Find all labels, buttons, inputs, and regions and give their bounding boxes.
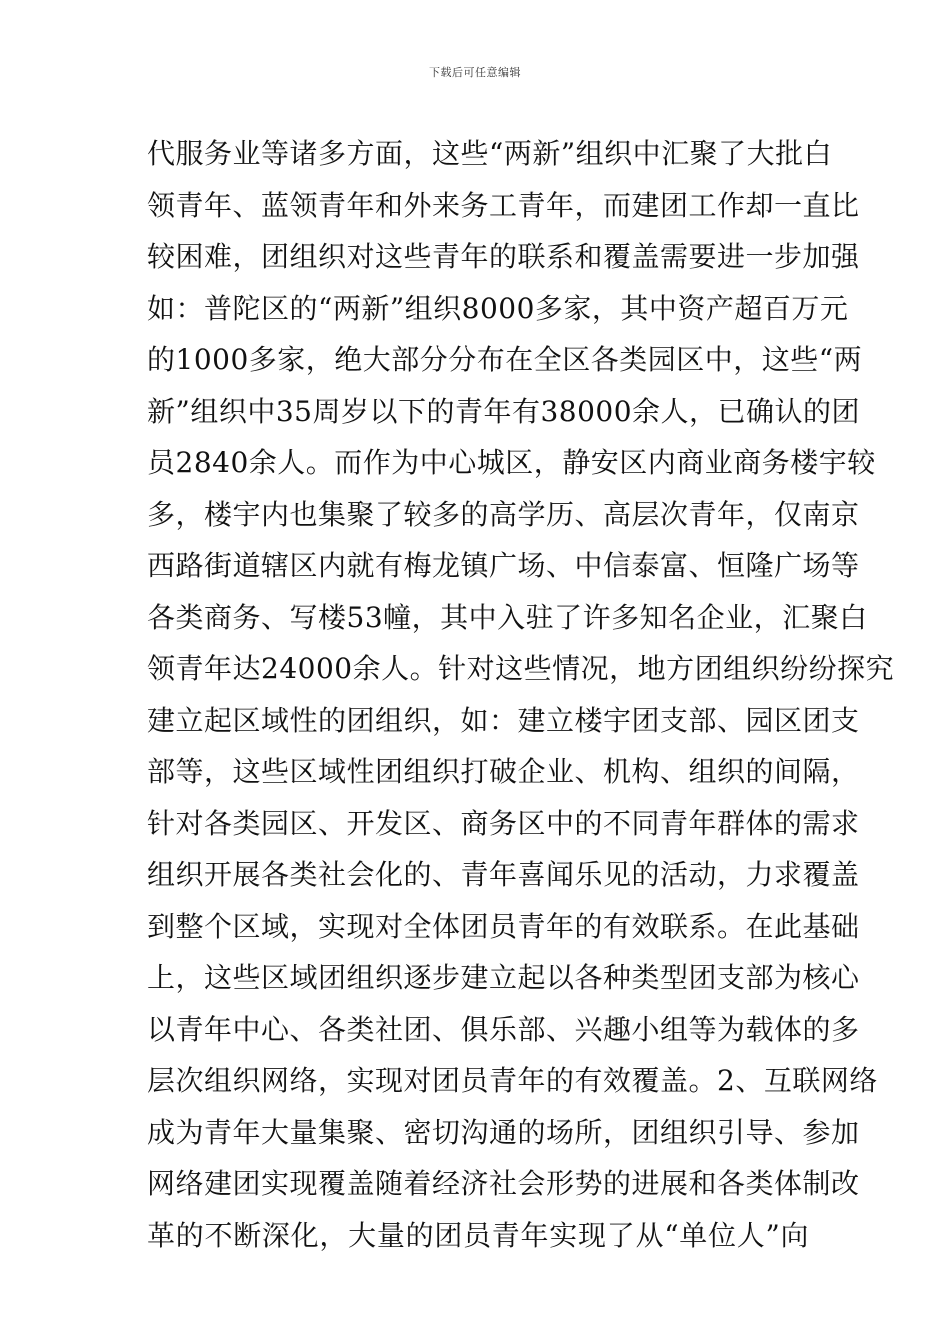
- text-line: 到整个区域，实现对全体团员青年的有效联系。在此基础: [147, 909, 860, 943]
- page-header: 下载后可任意编辑: [429, 66, 521, 79]
- text-line: 如：普陀区的“两新”组织8000多家，其中资产超百万元: [147, 291, 849, 325]
- text-line: 上，这些区域团组织逐步建立起以各种类型团支部为核心: [147, 961, 860, 994]
- text-line: 领青年、蓝领青年和外来务工青年，而建团工作却一直比: [147, 188, 860, 222]
- text-line: 领青年达24000余人。针对这些情况，地方团组织纷纷探究: [147, 652, 895, 685]
- text-line: 员2840余人。而作为中心城区，静安区内商业商务楼宇较: [147, 446, 876, 479]
- text-line: 多，楼宇内也集聚了较多的高学历、高层次青年，仅南京: [147, 497, 860, 531]
- text-line: 组织开展各类社会化的、青年喜闻乐见的活动，力求覆盖: [147, 858, 860, 891]
- text-line: 网络建团实现覆盖随着经济社会形势的进展和各类体制改: [147, 1167, 860, 1200]
- text-line: 西路街道辖区内就有梅龙镇广场、中信泰富、恒隆广场等: [147, 549, 860, 582]
- text-line: 层次组织网络，实现对团员青年的有效覆盖。2、互联网络: [147, 1064, 878, 1097]
- text-line: 成为青年大量集聚、密切沟通的场所，团组织引导、参加: [147, 1115, 860, 1149]
- text-line: 部等，这些区域性团组织打破企业、机构、组织的间隔，: [147, 755, 860, 788]
- text-line: 建立起区域性的团组织，如：建立楼宇团支部、园区团支: [147, 703, 860, 737]
- text-line: 较困难，团组织对这些青年的联系和覆盖需要进一步加强: [147, 240, 860, 273]
- text-line: 以青年中心、各类社团、俱乐部、兴趣小组等为载体的多: [147, 1012, 860, 1046]
- body-paragraph: [147, 128, 895, 1261]
- text-line: 革的不断深化，大量的团员青年实现了从“单位人”向: [147, 1218, 809, 1252]
- text-line: 代服务业等诸多方面，这些“两新”组织中汇聚了大批白: [147, 137, 833, 170]
- text-line: 各类商务、写楼53幢，其中入驻了许多知名企业，汇聚白: [147, 600, 868, 634]
- text-line: 的1000多家，绝大部分分布在全区各类园区中，这些“两: [147, 343, 863, 376]
- text-line: 针对各类园区、开发区、商务区中的不同青年群体的需求: [147, 806, 860, 840]
- text-line: 新”组织中35周岁以下的青年有38000余人，已确认的团: [147, 394, 861, 428]
